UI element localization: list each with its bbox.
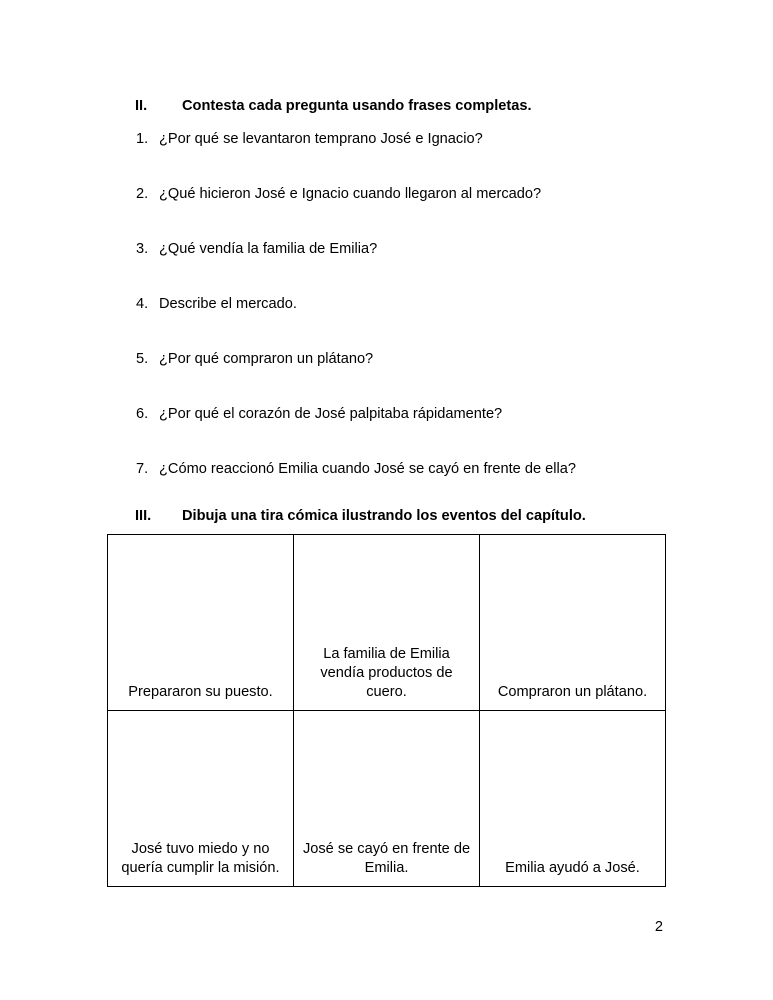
- question-list: [0, 130, 773, 479]
- question-text: Describe el mercado.: [159, 295, 297, 312]
- comic-cell: [294, 534, 480, 710]
- comic-cell: [108, 710, 294, 886]
- question-number: 2.: [136, 185, 149, 202]
- section-ii-title: Contesta cada pregunta usando frases completas.: [182, 98, 532, 114]
- comic-cell: [294, 710, 480, 886]
- question-text: ¿Cómo reaccionó Emilia cuando José se cayó en frente de ella?: [159, 460, 576, 477]
- question-text: ¿Por qué compraron un plátano?: [159, 350, 374, 367]
- question-text: ¿Qué hicieron José e Ignacio cuando llegaron al mercado?: [159, 185, 542, 202]
- comic-row: [108, 534, 666, 710]
- question-item: [136, 460, 773, 479]
- comic-caption: Emilia ayudó a José.: [505, 859, 640, 876]
- comic-caption: Compraron un plátano.: [497, 683, 648, 700]
- section-ii-numeral: II.: [135, 98, 148, 114]
- question-number: 3.: [136, 240, 149, 257]
- section-iii-heading: [135, 507, 773, 526]
- comic-caption: La familia de Emilia vendía productos de cuero.: [320, 645, 453, 700]
- question-item: [136, 295, 773, 314]
- comic-caption: José se cayó en frente de Emilia.: [302, 840, 471, 876]
- question-text: ¿Por qué se levantaron temprano José e Ignacio?: [159, 130, 483, 147]
- comic-caption: Prepararon su puesto.: [128, 683, 273, 700]
- comic-cell: [108, 534, 294, 710]
- question-item: [136, 350, 773, 369]
- question-item: [136, 240, 773, 259]
- question-text: ¿Qué vendía la familia de Emilia?: [159, 240, 378, 257]
- comic-cell: [480, 534, 666, 710]
- comic-caption: José tuvo miedo y no quería cumplir la misión.: [121, 840, 280, 876]
- question-number: 1.: [136, 130, 149, 147]
- question-number: 6.: [136, 405, 149, 422]
- question-number: 5.: [136, 350, 149, 367]
- question-text: ¿Por qué el corazón de José palpitaba rápidamente?: [159, 405, 503, 422]
- question-number: 7.: [136, 460, 149, 477]
- question-item: [136, 130, 773, 149]
- comic-cell: [480, 710, 666, 886]
- comic-row: [108, 710, 666, 886]
- comic-strip-table: [107, 534, 666, 887]
- section-ii-heading: [135, 97, 773, 116]
- page-number: 2: [654, 919, 663, 935]
- question-number: 4.: [136, 295, 149, 312]
- question-item: [136, 185, 773, 204]
- question-item: [136, 405, 773, 424]
- section-iii-title: Dibuja una tira cómica ilustrando los eventos del capítulo.: [182, 507, 586, 524]
- section-iii-numeral: III.: [135, 507, 152, 524]
